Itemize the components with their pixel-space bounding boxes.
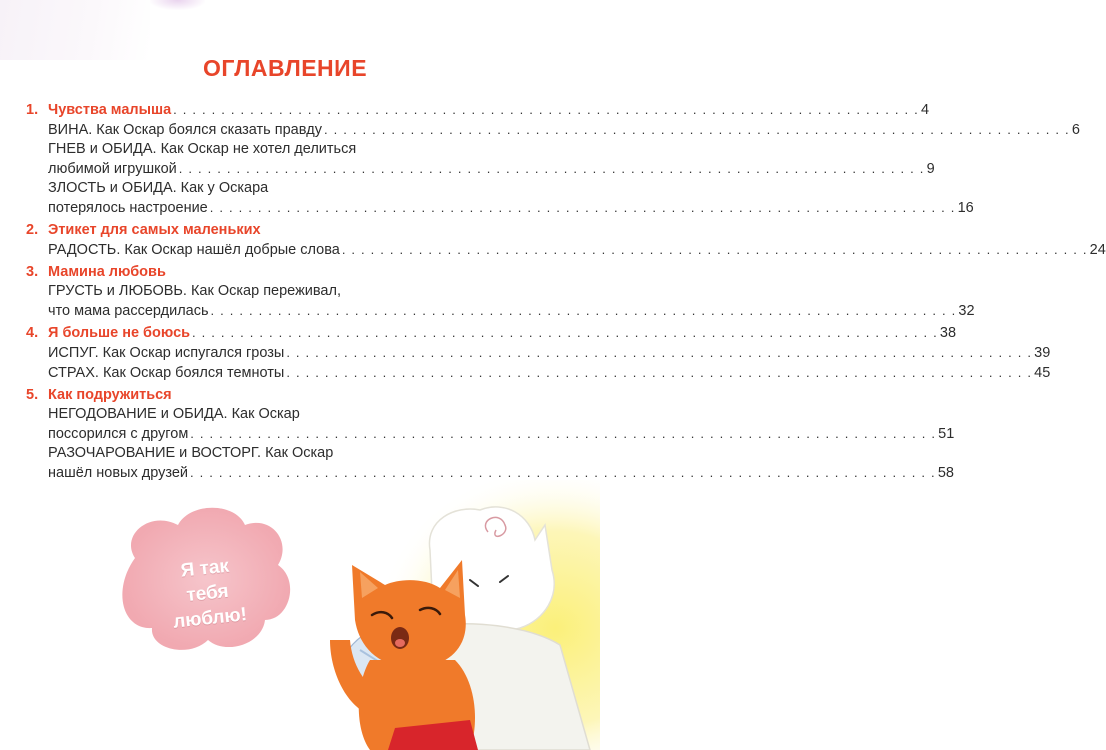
section-number: 4. — [26, 325, 39, 341]
section-number: 1. — [26, 102, 39, 118]
entry-title: что мама рассердилась — [48, 303, 209, 319]
toc-section — [26, 220, 1106, 262]
entry-title: СТРАХ. Как Оскар боялся темноты — [48, 365, 285, 381]
entry-page-number: 9 — [926, 161, 935, 177]
toc-section — [26, 262, 975, 323]
entry-title: нашёл новых друзей — [48, 465, 188, 481]
entry-page-number: 51 — [938, 426, 955, 442]
toc-entry — [26, 140, 935, 179]
entry-title-line: ГНЕВ и ОБИДА. Как Оскар не хотел делиться — [48, 141, 357, 157]
entry-row — [48, 159, 935, 179]
leader-dots: . . . . . . . . . . . . . . . . . . . . . . . . . . . . . . . . . . . . . . . . . . . . . . . . . . . . . . . . . . . . . . . . . . . . . . . . . . . . . . — [286, 365, 1033, 380]
leader-dots: . . . . . . . . . . . . . . . . . . . . . . . . . . . . . . . . . . . . . . . . . . . . . . . . . . . . . . . . . . . . . . . . . . . . . . . . . . . . . . — [341, 242, 1088, 257]
entry-title-line: ГРУСТЬ и ЛЮБОВЬ. Как Оскар переживал, — [48, 283, 341, 299]
section-heading — [26, 385, 540, 405]
toc-entry — [26, 179, 974, 218]
entry-title-line: НЕГОДОВАНИЕ и ОБИДА. Как Оскар — [48, 406, 300, 422]
section-number: 5. — [26, 387, 39, 403]
leader-dots: . . . . . . . . . . . . . . . . . . . . . . . . . . . . . . . . . . . . . . . . . . . . . . . . . . . . . . . . . . . . . . . . . . . . . . . . . . . . . . — [190, 426, 937, 441]
entry-title-line: РАЗОЧАРОВАНИЕ и ВОСТОРГ. Как Оскар — [48, 445, 334, 461]
speech-line-3: люблю! — [172, 604, 248, 633]
section-heading — [26, 323, 957, 343]
section-number: 3. — [26, 264, 39, 280]
toc-entry — [26, 240, 1106, 260]
entry-page-number: 39 — [1034, 345, 1051, 361]
entry-page-number: 32 — [958, 303, 975, 319]
leader-dots: . . . . . . . . . . . . . . . . . . . . . . . . . . . . . . . . . . . . . . . . . . . . . . . . . . . . . . . . . . . . . . . . . . . . . . . . . . . . . . — [209, 200, 956, 215]
entry-row — [48, 301, 975, 321]
entry-title: поссорился с другом — [48, 426, 189, 442]
leader-dots: . . . . . . . . . . . . . . . . . . . . . . . . . . . . . . . . . . . . . . . . . . . . . . . . . . . . . . . . . . . . . . . . . . . . . . . . . . . . . . — [173, 102, 919, 117]
corner-decoration-accent — [150, 0, 205, 10]
section-heading — [26, 100, 930, 120]
corner-decoration — [0, 0, 150, 60]
leader-dots: . . . . . . . . . . . . . . . . . . . . . . . . . . . . . . . . . . . . . . . . . . . . . . . . . . . . . . . . . . . . . . . . . . . . . . . . . . . . . . — [178, 161, 925, 176]
section-title-text: Мамина любовь — [48, 264, 166, 280]
entry-title: ВИНА. Как Оскар боялся сказать правду — [48, 122, 322, 138]
entry-title: любимой игрушкой — [48, 161, 177, 177]
page-title: ОГЛАВЛЕНИЕ — [202, 55, 368, 81]
toc-entry — [26, 405, 955, 444]
toc-section — [26, 323, 1051, 385]
section-number: 2. — [26, 222, 39, 238]
section-heading — [26, 262, 540, 282]
leader-dots: . . . . . . . . . . . . . . . . . . . . . . . . . . . . . . . . . . . . . . . . . . . . . . . . . . . . . . . . . . . . . . . . . . . . . . . . . . . . . . — [324, 122, 1070, 137]
section-title-text: Я больше не боюсь — [48, 325, 191, 341]
leader-dots: . . . . . . . . . . . . . . . . . . . . . . . . . . . . . . . . . . . . . . . . . . . . . . . . . . . . . . . . . . . . . . . . . . . . . . . . . . . . . . — [190, 465, 936, 480]
speech-line-2: тебя — [185, 580, 230, 607]
entry-page-number: 24 — [1089, 242, 1106, 258]
entry-row — [48, 424, 955, 444]
entry-page-number: 45 — [1034, 365, 1051, 381]
entry-row — [48, 343, 1051, 363]
toc-entry — [26, 120, 1080, 140]
toc-entry — [26, 282, 975, 321]
entry-title-line: ЗЛОСТЬ и ОБИДА. Как у Оскара — [48, 180, 269, 196]
entry-row — [48, 363, 1051, 383]
leader-dots: . . . . . . . . . . . . . . . . . . . . . . . . . . . . . . . . . . . . . . . . . . . . . . . . . . . . . . . . . . . . . . . . . . . . . . . . . . . . . . — [192, 325, 938, 340]
entry-row — [48, 198, 974, 218]
speech-line-1: Я так — [179, 555, 231, 582]
leader-dots: . . . . . . . . . . . . . . . . . . . . . . . . . . . . . . . . . . . . . . . . . . . . . . . . . . . . . . . . . . . . . . . . . . . . . . . . . . . . . . — [210, 303, 957, 318]
cats-illustration — [0, 480, 600, 750]
toc-entry — [26, 444, 954, 483]
section-title-text: Чувства малыша — [48, 102, 172, 118]
toc-section — [26, 100, 1080, 220]
section-page-number: 4 — [920, 102, 930, 118]
entry-title: РАДОСТЬ. Как Оскар нашёл добрые слова — [48, 242, 340, 258]
section-title-text: Как подружиться — [48, 387, 172, 403]
section-heading — [26, 220, 540, 240]
entry-row — [48, 120, 1080, 140]
entry-row — [48, 240, 1106, 260]
section-page-number: 38 — [939, 325, 957, 341]
entry-page-number: 6 — [1071, 122, 1080, 138]
toc-section — [26, 385, 955, 485]
toc-entry — [26, 343, 1051, 363]
entry-title: ИСПУГ. Как Оскар испугался грозы — [48, 345, 285, 361]
leader-dots: . . . . . . . . . . . . . . . . . . . . . . . . . . . . . . . . . . . . . . . . . . . . . . . . . . . . . . . . . . . . . . . . . . . . . . . . . . . . . . — [286, 345, 1033, 360]
speech-bubble-text — [136, 549, 278, 638]
entry-title: потерялось настроение — [48, 200, 208, 216]
table-of-contents — [26, 100, 1106, 485]
toc-entry — [26, 363, 1051, 383]
entry-page-number: 58 — [937, 465, 954, 481]
entry-page-number: 16 — [957, 200, 974, 216]
section-title-text: Этикет для самых маленьких — [48, 222, 261, 238]
